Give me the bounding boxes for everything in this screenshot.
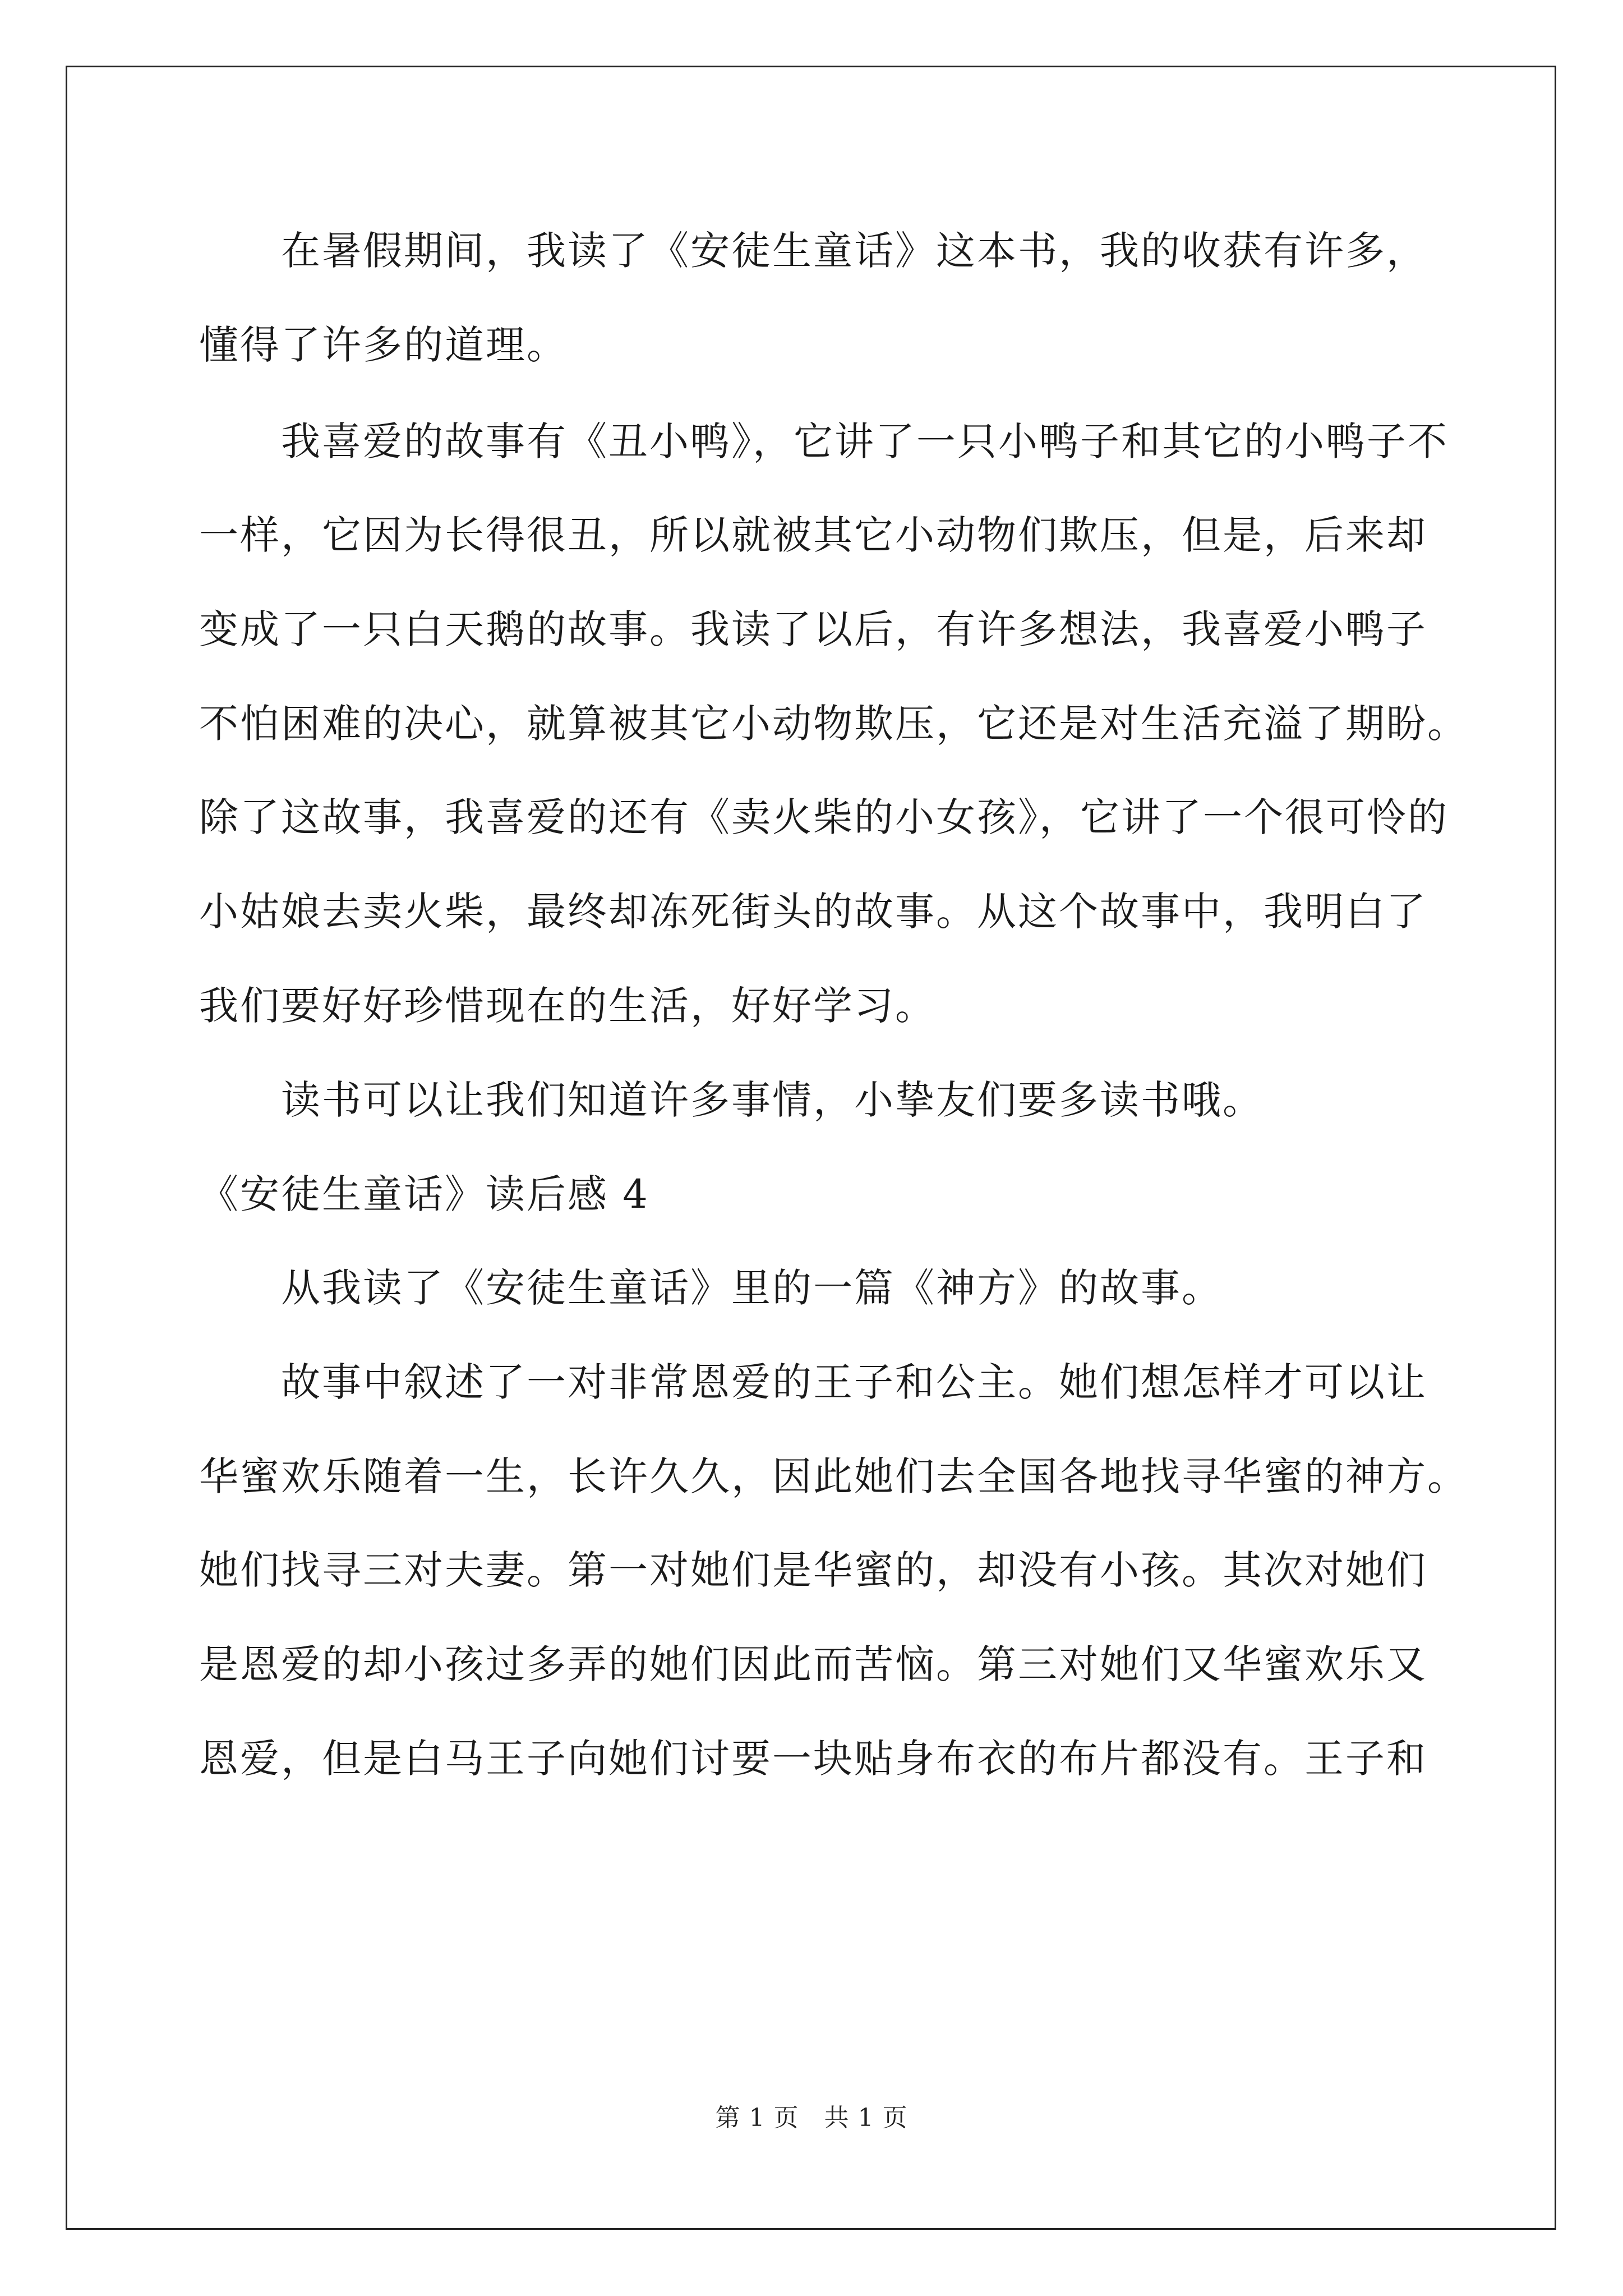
page-border — [66, 66, 1556, 2230]
paragraph-2-line-2: 一样，它因为长得很丑，所以就被其它小动物们欺压，但是，后来却 — [199, 512, 1427, 558]
paragraph-2-line-4: 不怕困难的决心，就算被其它小动物欺压，它还是对生活充溢了期盼。 — [199, 701, 1468, 747]
paragraph-5-line-4: 是恩爱的却小孩过多弄的她们因此而苦恼。第三对她们又华蜜欢乐又 — [199, 1641, 1427, 1687]
paragraph-5-line-5: 恩爱，但是白马王子向她们讨要一块贴身布衣的布片都没有。王子和 — [199, 1736, 1427, 1782]
paragraph-4-line-1: 从我读了《安徒生童话》里的一篇《神方》的故事。 — [281, 1265, 1223, 1311]
paragraph-5-line-3: 她们找寻三对夫妻。第一对她们是华蜜的，却没有小孩。其次对她们 — [199, 1547, 1427, 1593]
paragraph-1-line-2: 懂得了许多的道理。 — [199, 322, 568, 368]
paragraph-2-line-1: 我喜爱的故事有《丑小鸭》，它讲了一只小鸭子和其它的小鸭子不 — [281, 418, 1449, 464]
paragraph-1-line-1: 在暑假期间，我读了《安徒生童话》这本书，我的收获有许多， — [281, 228, 1427, 274]
paragraph-2-line-5: 除了这故事，我喜爱的还有《卖火柴的小女孩》，它讲了一个很可怜的 — [199, 794, 1449, 840]
paragraph-5-line-2: 华蜜欢乐随着一生，长许久久，因此她们去全国各地找寻华蜜的神方。 — [199, 1453, 1468, 1499]
paragraph-2-line-6: 小姑娘去卖火柴，最终却冻死街头的故事。从这个故事中，我明白了 — [199, 889, 1427, 935]
section-heading: 《安徒生童话》读后感 4 — [199, 1171, 649, 1217]
page-number-footer: 第 1 页 共 1 页 — [715, 2104, 908, 2132]
paragraph-2-line-3: 变成了一只白天鹅的故事。我读了以后，有许多想法，我喜爱小鸭子 — [199, 606, 1427, 652]
paragraph-2-line-7: 我们要好好珍惜现在的生活，好好学习。 — [199, 983, 936, 1029]
paragraph-3-line-1: 读书可以让我们知道许多事情，小挚友们要多读书哦。 — [281, 1077, 1264, 1123]
paragraph-5-line-1: 故事中叙述了一对非常恩爱的王子和公主。她们想怎样才可以让 — [281, 1359, 1427, 1405]
